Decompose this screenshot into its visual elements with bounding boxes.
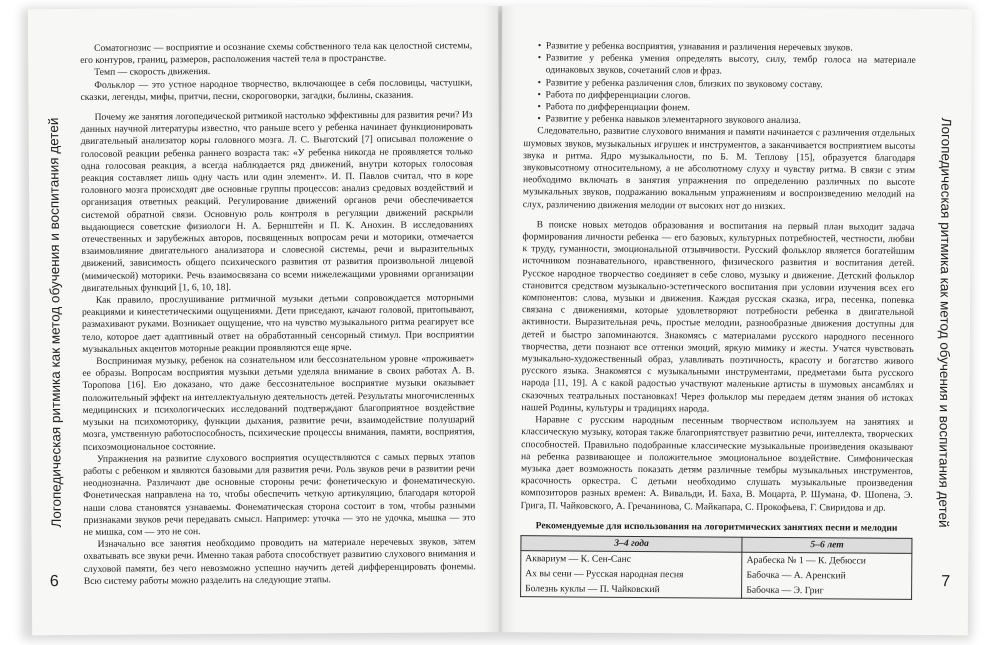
right-paragraphs bbox=[521, 126, 916, 515]
paragraph: Изначально все занятия необходимо проводить на материале неречевых звуков, затем охватывать все звуки речи. Именно такая работа способствует развитию слухового внимания и слуховой памяти, без чего невозможно успешно научить детей дифференцировать фонемы. Всю систему работы можно разделить на следующие этапы. bbox=[83, 536, 476, 587]
list-item: • Развитие у ребенка умения определять высоту, силу, тембр голоса на материале одинаковых звуков, сочетаний слов и фраз. bbox=[538, 52, 916, 79]
table-cell: Болезнь куклы — П. Чайковский bbox=[521, 581, 742, 598]
paragraph: Наравне с русским народным песенным творчеством используем на занятиях и классическую музыку, которая также благоприятствует развитию речи, интеллекта, творческих способностей. Правильно подобранные классические музыкальные произведения оказывают на ребенка развивающее и положительное эмоциональное воздействие. Симфоническая музыка дает возможность показать детям различные тембры музыкальных инструментов, красочность оркестра. С детьми необходимо слушать музыкальные произведения композиторов разных времен: А. Вивальди, И. Баха, В. Моцарта, Р. Шумана, Ф. Шопена, Э. Грига, П. Чайковского, А. Гречанинова, С. Майкапара, С. Прокофьева, Г. Свиридова и др. bbox=[520, 414, 914, 514]
running-title-left: Логопедическая ритмика как метод обучения и воспитания детей bbox=[46, 117, 64, 528]
table-cell: Арабеска № 1 — К. Дебюсси bbox=[742, 552, 912, 569]
table-row bbox=[521, 581, 912, 599]
recommended-music-table bbox=[520, 535, 912, 600]
stage-list bbox=[523, 40, 916, 128]
list-item: • Работа по дифференциации фонем. bbox=[537, 101, 915, 116]
paragraph: Следовательно, развитие слухового внимания и памяти начинается с различения отдельных шумовых звуков, музыкальных игрушек и инструментов, а заканчивается восприятием высоты звука и ритма. Ядро музыкальности, по Б. М. Теплову [15], образуется благодаря звуковысотному относительному, а не абсолютному слуху и чувству ритма. В связи с этим необходимо включать в занятия упражнения по определению различных по высоте музыкальных звуков, подражанию вокальным упражнениям и воспроизведению мелодий на слух, различению движения мелодии от высоких нот до низких. bbox=[522, 125, 916, 212]
table-title: Рекомендуемые для использования на логоритмических занятиях песни и мелодии bbox=[535, 519, 898, 534]
page-number-left: 6 bbox=[49, 573, 59, 591]
paragraph: Упражнения на развитие слухового восприятия осуществляются с самых первых этапов работы с ребенком и являются базовыми для развития речи. Роль звуков речи в развитии речи неоднозначна. Различают две основные стороны речи: фонетическую и фонематическую. Фонетическая направлена на то, чтобы обеспечить четкую артикуляцию, благодаря которой наши слова становятся узнаваемы. Фонематическая сторона состоит в том, чтобы разными признаками звуков речи передавать смысл. Например: уточка — это не удочка, мышка — это не мишка, сом — это не сон. bbox=[83, 450, 476, 538]
open-book bbox=[14, 0, 974, 645]
page-number-right: 7 bbox=[941, 573, 951, 591]
list-item: • Развитие у ребенка различения слов, близких по звуковому составу. bbox=[538, 77, 916, 92]
column-header: 3–4 года bbox=[521, 536, 742, 553]
list-item: • Развитие у ребенка восприятия, узнавания и различения неречевых звуков. bbox=[538, 40, 916, 55]
paragraph: Как правило, прослушивание ритмичной музыки детьми сопровождается моторными реакциями и кинестетическими ощущениями. Дети приседают, качают головой, притопывают, размахивают руками. Возникает ощущение, что на чувство музыкального ритма реагирует все тело, которое дает адаптивный ответ на обработанный сенсорный стимул. При восприятии музыкальных акцентов моторные реакции проявляются еще ярче. bbox=[81, 292, 475, 355]
table-cell: Бабочка — А. Аренский bbox=[742, 568, 912, 584]
paragraph: В поиске новых методов образования и воспитания на первый план выходит задача формирования личности ребенка — его базовых, культурных потребностей, честности, любви к труду, гуманности, эмоциональной отзывчивости. Русский фольклор является богатейшим источником познавательного, нравственного, физического развития и воспитания детей. Русское народное творчество соединяет в себе слово, музыку и движение. Детский фольклор становится средством музыкально-эстетического воспитания при условии изучения всех его компонентов: слова, музыки и движения. Каждая русская сказка, игра, песенка, попевка связана с движениями, которые удовлетворяют потребности ребенка в двигательной активности. Выразительная речь, простые мелодии, разнообразные движения доступны для детей и быстро запоминаются. Знакомясь с материалами русского народного песенного творчества, дети познают все оттенки эмоций, яркую мимику и жесты. Учатся чувствовать музыкально-художественный образ, улавливать поэтичность, красоту и богатство живого русского языка. Знакомятся с музыкальными инструментами, предметами быта русского народа [11, 19]. А с какой радостью участвуют маленькие артисты в шумовых ансамблях и сказочных театральных постановках! Через фольклор мы передаем детям знания об истоках нашей Родины, культуры и традициях народа. bbox=[521, 219, 915, 415]
table-cell: Ах вы сени — Русская народная песня bbox=[521, 566, 742, 583]
table-cell: Бабочка — Э. Григ bbox=[742, 583, 912, 600]
paragraph: Фольклор — это устное народное творчество, включающее в себя пословицы, частушки, сказки, легенды, мифы, притчи, песни, скороговорки, загадки, былины, сказания. bbox=[80, 76, 473, 103]
running-title-right: Логопедическая ритмика как метод обучения и воспитания детей bbox=[936, 117, 954, 528]
list-item: • Развитие у ребенка навыков элементарного звукового анализа. bbox=[537, 113, 915, 128]
left-page-text bbox=[80, 40, 476, 588]
right-page bbox=[498, 6, 972, 635]
paragraph: Воспринимая музыку, ребенок на сознательном или бессознательном уровне «проживает» ее образы. Вопросам восприятия музыки детьми уделяла внимание в своих работах А. В. Торопова [16]. Ею доказано, что даже бессознательное восприятие музыки оказывает положительный эффект на интеллектуальную деятельность детей. Результаты многочисленных медицинских и психологических исследований подтверждают благоприятное воздействие музыки на психомоторику, функции дыхания, развитие речи, взаимодействие полушарий мозга, умственную работоспособность, психические процессы внимания, памяти, восприятия, психоэмоциональное состояние. bbox=[82, 353, 475, 453]
table-cell: Аквариум — К. Сен-Санс bbox=[521, 551, 742, 568]
column-header: 5–6 лет bbox=[742, 537, 912, 553]
paragraph: Темп — скорость движения. bbox=[94, 66, 211, 79]
right-page-text bbox=[520, 40, 916, 600]
left-page bbox=[28, 6, 502, 635]
paragraph: Соматогнозис — восприятие и осознание схемы собственного тела как целостной системы, его контуров, границ, размеров, расположения частей тела в пространстве. bbox=[80, 40, 473, 67]
list-item: • Работа по дифференциации слогов. bbox=[538, 89, 916, 104]
paragraph: Почему же занятия логопедической ритмикой настолько эффективны для развития речи? Из данных научной литературы известно, что раньше всего у ребенка начинает функционировать двигательный анализатор коры головного мозга. Л. С. Выготский [7] описывал положение о голосовой реакции ребенка раннего возраста так: «У ребенка никогда не проявляется только одна голосовая реакция, а всегда наблюдается ряд движений, внутри которых голосовая реакция составляет лишь одну часть или один элемент». И. П. Павлов считал, что в коре головного мозга происходят две основные группы процессов: анализ средовых воздействий и организация ответных реакций. Регулирование движений органов речи обеспечивается системой обратной связи. Основную роль контроля в регуляции движений раскрыли выдающиеся советские физиологи Н. А. Бернштейн и П. К. Анохин. В исследованиях отечественных и зарубежных авторов, посвященных вопросам речи и моторики, отмечается взаимовлияние двигательного анализатора и словесной системы, речи и выразительных движений, зависимость общего психического развития от развития произвольной лицевой (мимической) моторики. Речь взаимосвязана со всеми нижележащими уровнями организации двигательных функций [1, 6, 10, 18]. bbox=[80, 109, 474, 294]
